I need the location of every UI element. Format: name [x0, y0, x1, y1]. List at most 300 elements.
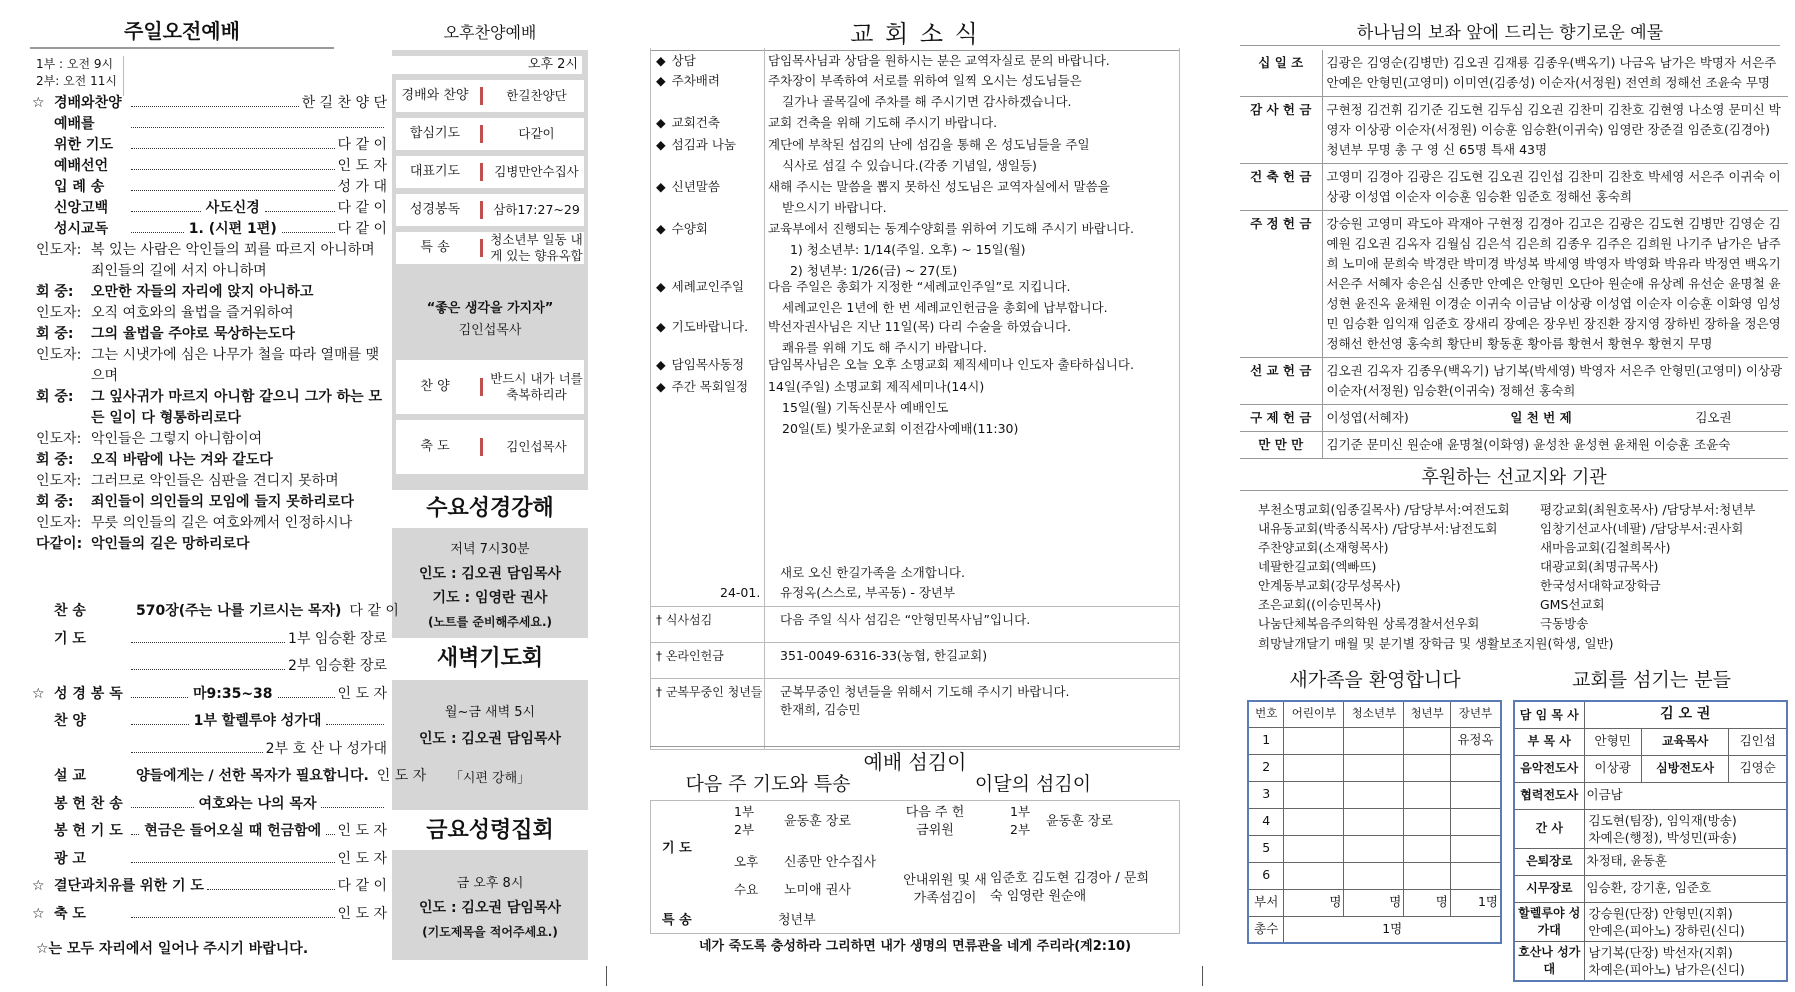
divider-bar	[480, 239, 483, 257]
mission-item: 안계동부교회(강무성목사)	[1258, 578, 1401, 593]
welcome-cell: 5	[1248, 835, 1284, 862]
leader-dots	[131, 826, 139, 835]
morning-title: 주일오전예배	[30, 18, 334, 49]
liturgy-row	[36, 178, 387, 198]
staff-role: 시무장로	[1514, 875, 1584, 902]
welcome-cell	[1284, 835, 1344, 862]
diamond-icon: ◆	[656, 221, 666, 236]
responsive-line	[36, 429, 389, 450]
news-item-name: 신년말씀	[671, 179, 720, 194]
afternoon-item: 특 송	[420, 240, 450, 256]
staff-name-2: 김인섭	[1729, 728, 1787, 755]
leader-dots	[131, 661, 285, 670]
mission-item: 네팔한길교회(엑빠뜨)	[1258, 559, 1377, 574]
liturgy-label: 입 례 송	[54, 179, 105, 195]
afternoon-row	[396, 156, 584, 188]
staff-line: 차예은(행정), 박성민(파송)	[1588, 829, 1737, 845]
divider-bar	[480, 163, 483, 181]
staff-line: 차예은(피아노) 남가은(신디)	[1588, 961, 1745, 977]
staff-row	[1514, 902, 1787, 941]
reading-text: 오직 여호와의 율법을 즐거워하여	[91, 305, 294, 321]
mission-item: 새마음교회(김철희목사)	[1540, 540, 1671, 555]
news-item-label	[656, 70, 764, 91]
afternoon-value: 김병만안수집사	[494, 164, 579, 179]
offering-names: 이성엽(서혜자)	[1322, 405, 1506, 432]
liturgy-leader: 인 도 자	[376, 768, 427, 784]
speaker: 회 중:	[36, 494, 74, 510]
liturgy-row	[36, 136, 387, 156]
liturgy-row	[36, 630, 387, 650]
mission-item: 주찬양교회(소재형목사)	[1258, 540, 1389, 555]
divider-bar	[480, 87, 483, 105]
liturgy-label: 성시교독	[54, 221, 109, 237]
welcome-cell	[1450, 754, 1501, 781]
news-title: 교 회 소 식	[650, 18, 1180, 51]
staff-name: 이상광	[1584, 755, 1641, 782]
staff-line: 김도현(팀장), 임익재(방송)	[1588, 812, 1737, 828]
staff-name: 김 오 권	[1584, 701, 1787, 728]
liturgy-detail: 현금은 들어오실 때 헌금함에	[144, 823, 322, 839]
welcome-cell	[1404, 781, 1450, 808]
offering-category: 주 정 헌 금	[1240, 211, 1322, 358]
welcome-cell	[1404, 754, 1450, 781]
liturgy-label: 설 교	[54, 768, 86, 784]
responsive-line	[36, 513, 389, 534]
diamond-icon: ◆	[656, 73, 666, 88]
welcome-cell: 1	[1248, 727, 1284, 754]
speaker: 다같이:	[36, 536, 83, 552]
welcome-cell: 4	[1248, 808, 1284, 835]
morning-footer: ☆는 모두 자리에서 일어나 주시기 바랍니다.	[36, 941, 309, 957]
news-item-line: 식사로 섬길 수 있습니다.(각종 기념일, 생일등)	[782, 158, 1037, 173]
liturgy-row	[32, 905, 387, 925]
leader-dots	[326, 716, 384, 725]
offering-row	[1240, 432, 1788, 459]
staff-name: 안형민	[1584, 728, 1641, 755]
afternoon-value: 삼하17:27~29	[493, 202, 580, 217]
responsive-line	[36, 492, 389, 513]
news-sub-value: 다음 주일 식사 섬김은 “안형민목사님”입니다.	[780, 612, 1031, 627]
diamond-icon: ◆	[656, 179, 666, 194]
serve-p2: 2부	[734, 822, 755, 837]
reading-text: 복 있는 사람은 악인들의 꾀를 따르지 아니하며 죄인들의 길에 서지 아니하며	[91, 242, 375, 279]
liturgy-mark: ☆	[32, 905, 45, 922]
speaker: 회 중:	[36, 284, 74, 300]
welcome-sub-cell: 명	[1344, 889, 1404, 916]
welcome-cell: 2	[1248, 754, 1284, 781]
afternoon-item: 찬 양	[420, 379, 450, 395]
cross-bullet	[656, 612, 764, 628]
mission-item: 내유동교회(박종식목사) /담당부서:남전도회	[1258, 521, 1498, 536]
liturgy-leader: 인 도 자	[337, 823, 387, 839]
news-sub-value: 351-0049-6316-33(농협, 한길교회)	[780, 648, 988, 663]
welcome-cell	[1344, 862, 1404, 889]
mission-item: 나눔단체복음주의학원 상록경찰서선우회	[1258, 616, 1480, 631]
serve-month-title: 이달의 섬김이	[974, 773, 1092, 795]
staff-role: 호산나 성가대	[1514, 941, 1584, 981]
serve-prayer-label: 기 도	[662, 841, 692, 856]
staff-role: 음악전도사	[1514, 755, 1584, 782]
welcome-cell	[1344, 727, 1404, 754]
diamond-icon: ◆	[656, 279, 666, 294]
serve-c1: 1부	[1010, 804, 1031, 819]
afternoon-title: 오후찬양예배	[443, 23, 537, 42]
serve-gnames: 임준호 김도현 김경아 / 문희숙 임영란 원순애	[990, 871, 1150, 904]
news-sub-label: 온라인헌금	[665, 649, 724, 663]
cross-icon: †	[656, 613, 666, 627]
leader-dots	[282, 224, 335, 233]
afternoon-value: 한길찬양단	[506, 88, 567, 103]
liturgy-detail: 570장(주는 나를 기르시는 목자)	[136, 603, 342, 619]
staff-title: 교회를 섬기는 분들	[1572, 669, 1731, 691]
news-item-name: 기도바랍니다.	[671, 319, 749, 334]
liturgy-leader: 2부 호 산 나 성가대	[265, 740, 387, 757]
responsive-line	[36, 345, 389, 387]
afternoon-item: 경배와 찬양	[401, 88, 469, 104]
offering-names: 김오권 김옥자 김종우(백옥기) 남기복(박세영) 박영자 서은주 안형민(고영미) 이상광 이순자(서정원) 임승환(이귀숙) 정해선 홍숙희	[1322, 358, 1788, 405]
liturgy-row	[36, 712, 387, 732]
cross-bullet	[656, 648, 764, 664]
staff-line: 강승원(단장) 안형민(지휘)	[1588, 905, 1733, 921]
dawn-topic: 「시편 강해」	[449, 771, 531, 786]
news-sub-label: 군복무중인 청년들	[665, 685, 763, 699]
leader-dots	[265, 203, 335, 212]
welcome-cell: 3	[1248, 781, 1284, 808]
liturgy-row	[36, 602, 399, 622]
welcome-cell	[1404, 808, 1450, 835]
dawn-leader: 인도 : 김오권 담임목사	[419, 731, 561, 747]
afternoon-value: 반드시 내가 너를 축복하리라	[490, 371, 583, 402]
responsive-line	[36, 303, 389, 324]
news-sub-line	[650, 606, 1180, 607]
welcome-cell	[1284, 862, 1344, 889]
news-sub-line	[650, 678, 1180, 679]
news-sub-label: 식사섬김	[665, 613, 713, 627]
mission-title: 후원하는 선교지와 기관	[1240, 466, 1788, 491]
serve-c2: 2부	[1010, 822, 1031, 837]
liturgy-mark: ☆	[32, 685, 45, 702]
news-item-label	[656, 316, 764, 337]
staff-role: 은퇴장로	[1514, 848, 1584, 875]
offering-row	[1240, 358, 1788, 405]
staff-role-2: 교육목사	[1641, 728, 1729, 755]
leader-dots	[207, 881, 335, 890]
offering-row	[1240, 211, 1788, 358]
staff-names	[1584, 809, 1787, 848]
welcome-title: 새가족을 환영합니다	[1289, 669, 1461, 691]
leader-dots	[131, 716, 189, 725]
liturgy-row	[36, 220, 387, 240]
staff-role: 부 목 사	[1514, 728, 1584, 755]
divider-bar	[480, 125, 483, 143]
afternoon-row	[396, 420, 584, 474]
news-item-line: 다음 주일은 총회가 지정한 “세례교인주일”로 지킵니다.	[768, 279, 1071, 294]
news-item-line: 주차장이 부족하여 서로를 위하여 일찍 오시는 성도님들은	[768, 73, 1082, 88]
fri-leader: 인도 : 김오권 담임목사	[419, 900, 561, 916]
fold-line-1	[606, 966, 607, 986]
staff-role: 협력전도사	[1514, 782, 1584, 809]
reading-text: 죄인들이 의인들의 모임에 들지 못하리로다	[91, 494, 354, 510]
liturgy-leader: 2부 임승환 장로	[288, 658, 387, 674]
liturgy-row	[32, 94, 387, 114]
speaker: 인도자:	[36, 473, 82, 489]
liturgy-row	[36, 767, 427, 787]
liturgy-mark: ☆	[32, 878, 45, 894]
offering-names: 고영미 김경아 김광은 김도현 김오권 김인섭 김찬미 김찬호 박세영 서은주 이귀숙 이상광 이성엽 이순자 이승훈 임승환 임준호 정해선 홍숙희	[1322, 164, 1788, 211]
offering-names: 강승원 고영미 곽도아 곽재아 구현정 김경아 김고은 김광은 김도현 김병만 김영순 김예원 김오권 김옥자 김월심 김은석 김은희 김종우 김주은 김희원 나기주 남가은 남주희 노미애 문희숙 박경란 박미경 박성복 박세영 박영자 박영화 박유라 박정연 백옥기 서은주 서혜자 송은심 신종만 안예은 안형민 오단아 원순애 유상례 유선순 윤명철 윤성현 윤진옥 윤채원 이경순 이귀숙 이금남 이상광 이성엽 이순자 이승훈 이화영 임성민 임승환 임익재 임준호 장새리 장예은 장우빈 장진환 장지영 장하빈 장하율 정은영 정해선 한선영 홍숙희 황단비 황동훈 황아름 황현서 황현우 황현지 무명	[1322, 211, 1788, 358]
liturgy-row	[32, 685, 388, 705]
responsive-line	[36, 387, 389, 429]
news-item-name: 상담	[671, 53, 696, 68]
offering-category: 감 사 헌 금	[1240, 97, 1322, 164]
liturgy-label: 예배선언	[54, 158, 109, 174]
new-family-date: 24-01.	[720, 585, 761, 600]
welcome-head-cell: 청년부	[1404, 701, 1450, 727]
afternoon-row	[396, 232, 584, 264]
reading-text: 무릇 의인들의 길은 여호와께서 인정하시나	[91, 515, 353, 531]
news-item-line: 세례교인은 1년에 한 번 세례교인헌금을 총회에 납부합니다.	[782, 300, 1108, 315]
news-item-label	[656, 176, 764, 197]
staff-role: 간 사	[1514, 809, 1584, 848]
serve-guide: 안내위원 및 새가족섬김이	[903, 873, 987, 906]
news-item-line: 2) 청년부: 1/26(금) ~ 27(토)	[782, 263, 958, 278]
mission-item: 평강교회(최원호목사) /담당부서:청년부	[1540, 502, 1756, 517]
welcome-table	[1247, 700, 1502, 944]
serve-wdname: 노미애 권사	[784, 883, 851, 898]
serve-pname: 윤동훈 장로	[784, 814, 851, 829]
serve-spname: 청년부	[778, 913, 816, 928]
fri-box	[392, 850, 588, 960]
serve-verse: 네가 죽도록 충성하라 그리하면 내가 생명의 면류관을 네게 주리라(계2:10)	[698, 939, 1132, 954]
cross-icon: †	[656, 649, 666, 663]
liturgy-leader: 한 길 찬 양 단	[301, 95, 387, 111]
liturgy-label: 찬 양	[54, 713, 86, 729]
news-item-name: 교회건축	[671, 115, 720, 130]
liturgy-label: 봉 헌 찬 송	[54, 795, 123, 812]
reading-text: 그의 율법을 주야로 묵상하는도다	[91, 326, 295, 342]
speaker: 회 중:	[36, 452, 74, 468]
staff-row	[1514, 848, 1787, 875]
news-item-label	[656, 134, 764, 155]
welcome-sub-cell: 1명	[1450, 889, 1501, 916]
welcome-row	[1248, 754, 1501, 781]
dawn-title: 새벽기도회	[436, 646, 544, 671]
reading-text: 오만한 자들의 자리에 앉지 아니하고	[91, 284, 314, 300]
diamond-icon: ◆	[656, 115, 666, 130]
reading-text: 그는 시냇가에 심은 나무가 철을 따라 열매를 맺으며	[91, 347, 380, 384]
offering-table	[1240, 50, 1788, 459]
fold-line-2	[1202, 966, 1203, 986]
welcome-row	[1248, 781, 1501, 808]
liturgy-leader: 1부 임승환 장로	[288, 630, 387, 647]
offering-row	[1240, 50, 1788, 97]
liturgy-mark: ☆	[32, 95, 45, 111]
news-item-line: 새해 주시는 말씀을 뽑지 못하신 성도님은 교역자실에서 말씀을	[768, 179, 1110, 194]
reading-text: 악인들은 그렇지 아니함이여	[91, 431, 263, 447]
liturgy-label: 경배와찬양	[54, 95, 122, 111]
staff-line: 안예은(피아노) 장하린(신디)	[1588, 922, 1745, 938]
liturgy-label: 예배를	[54, 116, 95, 132]
welcome-cell	[1284, 781, 1344, 808]
news-sub-line	[650, 642, 1180, 643]
staff-role: 담 임 목 사	[1514, 701, 1584, 728]
dawn-box	[392, 680, 588, 810]
welcome-subtotal	[1248, 889, 1501, 916]
serve-pmname: 신종만 안수집사	[784, 855, 877, 870]
liturgy-label: 신앙고백	[54, 200, 109, 216]
mission-item: 극동방송	[1540, 616, 1589, 631]
liturgy-label: 봉 헌 기 도	[54, 823, 123, 839]
offering-row	[1240, 405, 1788, 432]
mission-item: GMS선교회	[1540, 597, 1605, 612]
welcome-cell	[1404, 862, 1450, 889]
responsive-line	[36, 240, 389, 282]
welcome-cell	[1344, 835, 1404, 862]
welcome-row	[1248, 835, 1501, 862]
welcome-cell	[1450, 862, 1501, 889]
leader-dots	[131, 98, 299, 107]
staff-role-2: 심방전도사	[1641, 755, 1729, 782]
welcome-cell: 유정옥	[1450, 727, 1501, 754]
leader-dots	[131, 119, 384, 128]
staff-line: 남기복(단장) 박선자(지휘)	[1588, 944, 1733, 960]
news-item-name: 주차배려	[671, 73, 720, 88]
new-family-name: 유정옥(스스로, 부곡동) - 장년부	[780, 585, 956, 600]
news-item-line: 받으시기 바랍니다.	[782, 200, 887, 215]
afternoon-value: 김인섭목사	[506, 439, 567, 454]
afternoon-item: 성경봉독	[409, 202, 461, 218]
offering-row	[1240, 97, 1788, 164]
speaker: 인도자:	[36, 431, 82, 447]
welcome-cell	[1450, 808, 1501, 835]
staff-row	[1514, 728, 1787, 755]
welcome-cell: 6	[1248, 862, 1284, 889]
reading-text: 그러므로 악인들은 심판을 견디지 못하며	[91, 473, 339, 489]
welcome-cell	[1284, 808, 1344, 835]
liturgy-row	[36, 657, 387, 677]
staff-row	[1514, 701, 1787, 728]
serve-next-title: 다음 주 기도와 특송	[685, 773, 851, 795]
mission-scholarship: 희망날개달기 매월 및 분기별 장학금 및 생활보조지원(학생, 일반)	[1258, 636, 1614, 651]
staff-row	[1514, 782, 1787, 809]
offering-category: 만 만 만	[1240, 432, 1322, 459]
leader-dots	[131, 161, 335, 170]
offering-category: 선 교 헌 금	[1240, 358, 1322, 405]
responsive-line	[36, 282, 389, 303]
speaker: 인도자:	[36, 515, 82, 531]
divider-bar	[480, 378, 483, 396]
welcome-cell	[1344, 754, 1404, 781]
diamond-icon: ◆	[656, 379, 666, 394]
leader-dots	[131, 140, 335, 149]
liturgy-row	[36, 199, 387, 219]
leader-dots	[278, 689, 335, 698]
liturgy-detail: 마9:35~38	[192, 685, 273, 702]
new-family-intro: 새로 오신 한길가족을 소개합니다.	[780, 565, 965, 580]
news-item-label	[656, 276, 764, 297]
welcome-total-value: 1명	[1284, 916, 1501, 943]
liturgy-leader: 다 같 이	[337, 221, 387, 237]
liturgy-label: 광 고	[54, 850, 86, 867]
news-item-line: 14일(주일) 소명교회 제직세미나(14시)	[768, 379, 985, 394]
leader-dots	[131, 744, 263, 753]
liturgy-label: 위한 기도	[54, 137, 113, 153]
leader-dots	[326, 826, 334, 835]
offering-category: 건 축 헌 금	[1240, 164, 1322, 211]
speaker: 회 중:	[36, 326, 74, 342]
offering-names: 김광은 김영순(김병만) 김오권 김재룡 김종우(백옥기) 나금옥 남가은 박명자 서은주 안예은 안형민(고영미) 이미연(김종성) 이순자(서정원) 전연희 정해선 조윤숙 무명	[1322, 50, 1788, 97]
news-item-label	[656, 376, 764, 397]
mission-item: 한국성서대학교장학금	[1540, 578, 1661, 593]
liturgy-row	[36, 850, 387, 870]
welcome-header	[1248, 701, 1501, 727]
welcome-head-cell: 장년부	[1450, 701, 1501, 727]
liturgy-label: 찬 송	[54, 603, 86, 619]
news-item-label	[656, 218, 764, 239]
offering-category: 구 제 헌 금	[1240, 405, 1322, 432]
afternoon-value: 청소년부 일동 내게 있는 향유옥합	[490, 232, 583, 263]
welcome-cell	[1450, 835, 1501, 862]
offering-title: 하나님의 보좌 앞에 드리는 향기로운 예물	[1240, 22, 1780, 46]
serve-p1: 1부	[734, 804, 755, 819]
wed-leader: 인도 : 김오권 담임목사	[419, 566, 561, 582]
liturgy-detail: 양들에게는 / 선한 목자가 필요합니다.	[136, 768, 369, 784]
staff-row	[1514, 941, 1787, 981]
welcome-head-cell: 번호	[1248, 701, 1284, 727]
welcome-cell	[1284, 727, 1344, 754]
offering-names: 구현정 김건휘 김기준 김도현 김두심 김오권 김찬미 김찬호 김현영 나소영 문미신 박영자 이상광 이순자(서정원) 이승훈 임승환(이귀숙) 임영란 장준걸 임준호(김경아) 청년부 무명 총 구 영 신 65명 특새 43명	[1322, 97, 1788, 164]
news-item-line: 교육부에서 진행되는 동계수양회를 위하여 기도해 주시기 바랍니다.	[768, 221, 1134, 236]
liturgy-row	[36, 822, 387, 842]
morning-time-2: 2부: 오전 11시	[36, 74, 117, 88]
serve-wd: 수요	[734, 882, 759, 897]
news-item-line: 교회 건축을 위해 기도해 주시기 바랍니다.	[768, 115, 998, 130]
mission-item: 임창기선교사(네팔) /담당부서:권사회	[1540, 521, 1744, 536]
afternoon-item: 대표기도	[409, 164, 461, 180]
afternoon-item: 합심기도	[409, 126, 461, 142]
afternoon-value: 다같이	[518, 126, 555, 141]
staff-row	[1514, 875, 1787, 902]
news-item-line: 계단에 부착된 섬김의 난에 섬김을 통해 온 성도님들을 주일	[768, 137, 1090, 152]
serve-title: 예배 섬김이	[650, 746, 1180, 776]
liturgy-row	[36, 740, 387, 760]
mission-item: 조은교회((이승민목사)	[1258, 597, 1382, 612]
cross-bullet	[656, 684, 764, 700]
morning-times	[36, 56, 124, 96]
liturgy-label: 성 경 봉 독	[54, 685, 123, 702]
welcome-cell	[1344, 808, 1404, 835]
afternoon-row	[396, 80, 584, 112]
liturgy-leader: 인 도 자	[337, 850, 387, 867]
afternoon-row	[396, 194, 584, 226]
fri-time: 금 오후 8시	[456, 876, 524, 891]
morning-time-1: 1부 : 오전 9시	[36, 57, 114, 71]
staff-role: 할렐루야 성가대	[1514, 902, 1584, 941]
liturgy-label: 결단과치유를 위한 기 도	[54, 878, 204, 894]
welcome-row	[1248, 808, 1501, 835]
leader-dots	[131, 634, 285, 643]
welcome-sub-cell: 명	[1284, 889, 1344, 916]
offering-names: 김기준 문미신 원순애 윤명철(이화영) 윤성찬 윤성현 윤채원 이승훈 조윤숙	[1322, 432, 1788, 459]
liturgy-row	[36, 795, 387, 815]
afternoon-time: 오후 2시	[392, 56, 582, 74]
leader-dots	[131, 799, 194, 808]
news-item-line: 20일(토) 빛가운교회 이전감사예배(11:30)	[782, 421, 1019, 436]
liturgy-label: 축 도	[54, 905, 86, 922]
reading-text: 그 잎사귀가 마르지 아니함 같으니 그가 하는 모든 일이 다 형통하리로다	[91, 389, 383, 426]
welcome-sub-cell: 명	[1404, 889, 1450, 916]
welcome-cell	[1284, 754, 1344, 781]
